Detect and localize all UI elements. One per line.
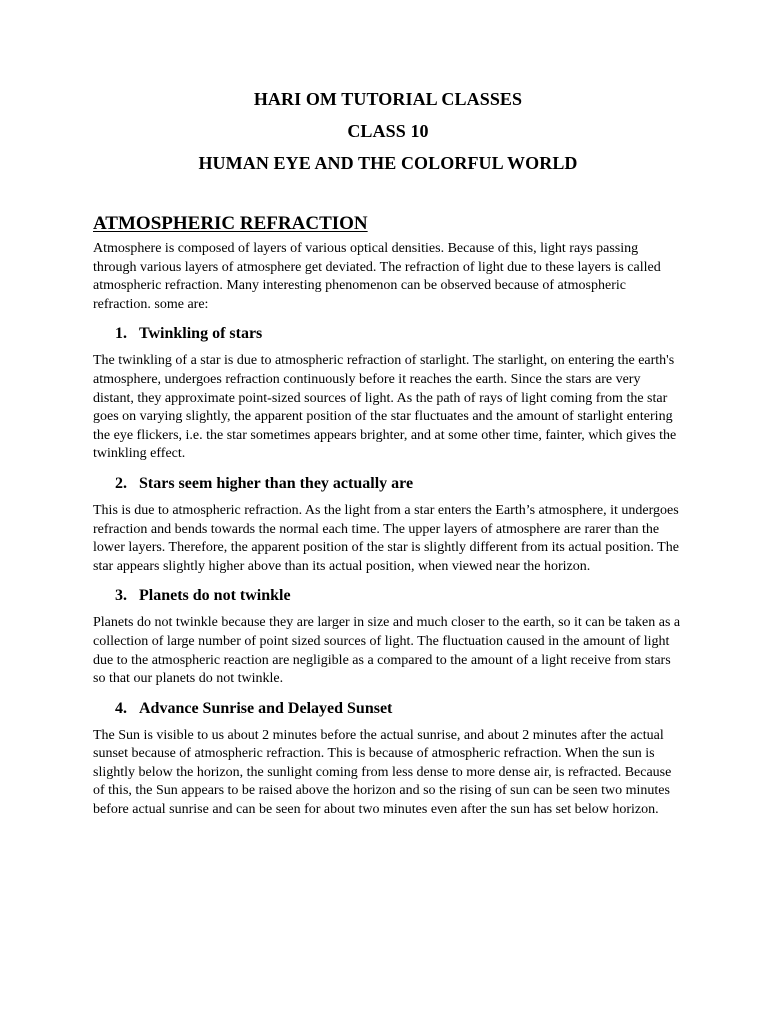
item-number: 1. bbox=[115, 325, 127, 343]
item-heading bbox=[93, 699, 683, 719]
item-number: 3. bbox=[115, 587, 127, 605]
item-heading bbox=[93, 474, 683, 494]
item-number: 4. bbox=[115, 699, 127, 717]
item-heading bbox=[93, 324, 683, 344]
section-intro: Atmosphere is composed of layers of various optical densities. Because of this, light rays passing through various layers of atmosphere get deviated. The refraction of light due to these layers is called atmospheric refraction. Many interesting phenomenon can be observed because of atmospheric refraction. some are: bbox=[93, 241, 661, 312]
item-title: Twinkling of stars bbox=[139, 325, 263, 343]
class-label: CLASS 10 bbox=[347, 121, 429, 141]
document-page bbox=[93, 88, 683, 820]
item-text: Planets do not twinkle because they are larger in size and much closer to the earth, so it can be taken as a collection of large number of point sized sources of light. The fluctuation caused in the amount of light due to the atmospheric reaction are negligible as a compared to the amount of a light receive from stars so that our planets do not twinkle. bbox=[93, 615, 681, 687]
institute-title: HARI OM TUTORIAL CLASSES bbox=[253, 89, 523, 109]
item-number: 2. bbox=[115, 474, 127, 492]
item-text: This is due to atmospheric refraction. As the light from a star enters the Earth’s atmosphere, it undergoes refraction and bends towards the normal each time. The upper layers of atmosphere are rarer than the lower layers. Therefore, the apparent position of the star is slightly different from its actual position. The star appears slightly higher above than its actual position, when viewed near the horizon. bbox=[93, 502, 679, 574]
item-text: The twinkling of a star is due to atmospheric refraction of starlight. The starlight, on entering the earth's atmosphere, undergoes refraction continuously before it reaches the earth. Since the stars are very distant, they approximate point-sized sources of light. As the path of rays of light coming from the star goes on varying slightly, the apparent position of the star fluctuates and the amount of starlight entering the eye flickers, i.e. the star sometimes appears brighter, and at some other time, fainter, which gives the twinkling effect. bbox=[93, 353, 677, 462]
chapter-title: HUMAN EYE AND THE COLORFUL WORLD bbox=[198, 153, 578, 173]
item-title: Planets do not twinkle bbox=[139, 587, 291, 605]
item-heading bbox=[93, 586, 683, 606]
section-heading: ATMOSPHERIC REFRACTION bbox=[93, 213, 368, 234]
item-title: Stars seem higher than they actually are bbox=[139, 474, 414, 492]
item-title: Advance Sunrise and Delayed Sunset bbox=[139, 699, 393, 717]
item-text: The Sun is visible to us about 2 minutes before the actual sunrise, and about 2 minutes after the actual sunset because of atmospheric refraction. This is because of atmospheric refraction. When the sun is slightly below the horizon, the sunlight coming from less dense to more dense air, is refracted. Because of this, the Sun appears to be raised above the horizon and so the rising of sun can be seen two minutes before actual sunrise and can be seen for about two minutes even after the sun has set below horizon. bbox=[93, 727, 672, 818]
